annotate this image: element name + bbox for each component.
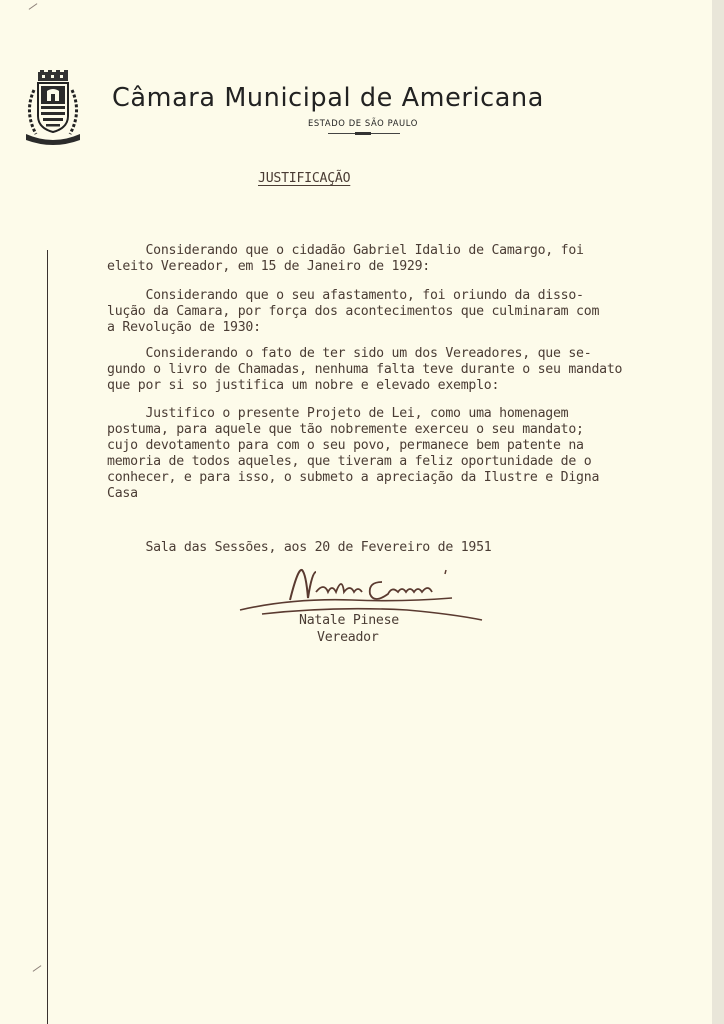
body-line: Considerando que o cidadão Gabriel Idalio de Camargo, foi xyxy=(107,243,584,258)
body-line: gundo o livro de Chamadas, nenhuma falta teve durante o seu mandato xyxy=(107,362,623,377)
signatory-name: Natale Pinese xyxy=(299,613,399,628)
letterhead-title: Câmara Municipal de Americana xyxy=(112,83,544,113)
body-line: Considerando que o seu afastamento, foi oriundo da disso- xyxy=(107,288,584,303)
body-line: Considerando o fato de ter sido um dos Vereadores, que se- xyxy=(107,346,592,361)
body-line: Casa xyxy=(107,486,138,501)
document-heading: JUSTIFICAÇÃO xyxy=(258,171,351,186)
body-line: conhecer, e para isso, o submeto a apreciação da Ilustre e Digna xyxy=(107,470,600,485)
margin-line xyxy=(47,250,48,1024)
body-line: que por si so justifica um nobre e elevado exemplo: xyxy=(107,378,500,393)
body-line: Justifico o presente Projeto de Lei, como uma homenagem xyxy=(107,406,569,421)
scan-edge xyxy=(712,0,724,1024)
body-line: a Revolução de 1930: xyxy=(107,320,261,335)
body-line: eleito Vereador, em 15 de Janeiro de 1929: xyxy=(107,259,430,274)
letterhead-subtitle: ESTADO DE SÃO PAULO xyxy=(308,118,418,128)
closing-line: Sala das Sessões, aos 20 de Fevereiro de 1951 xyxy=(107,540,492,555)
letterhead-divider-mark xyxy=(355,132,371,135)
body-line: postuma, para aquele que tão nobremente exerceu o seu mandato; xyxy=(107,422,584,437)
body-line: lução da Camara, por força dos acontecimentos que culminaram com xyxy=(107,304,600,319)
municipal-coat-of-arms-icon xyxy=(22,70,84,148)
signatory-role: Vereador xyxy=(317,630,379,645)
body-line: cujo devotamento para com o seu povo, permanece bem patente na xyxy=(107,438,584,453)
body-line: memoria de todos aqueles, que tiveram a feliz oportunidade de o xyxy=(107,454,592,469)
